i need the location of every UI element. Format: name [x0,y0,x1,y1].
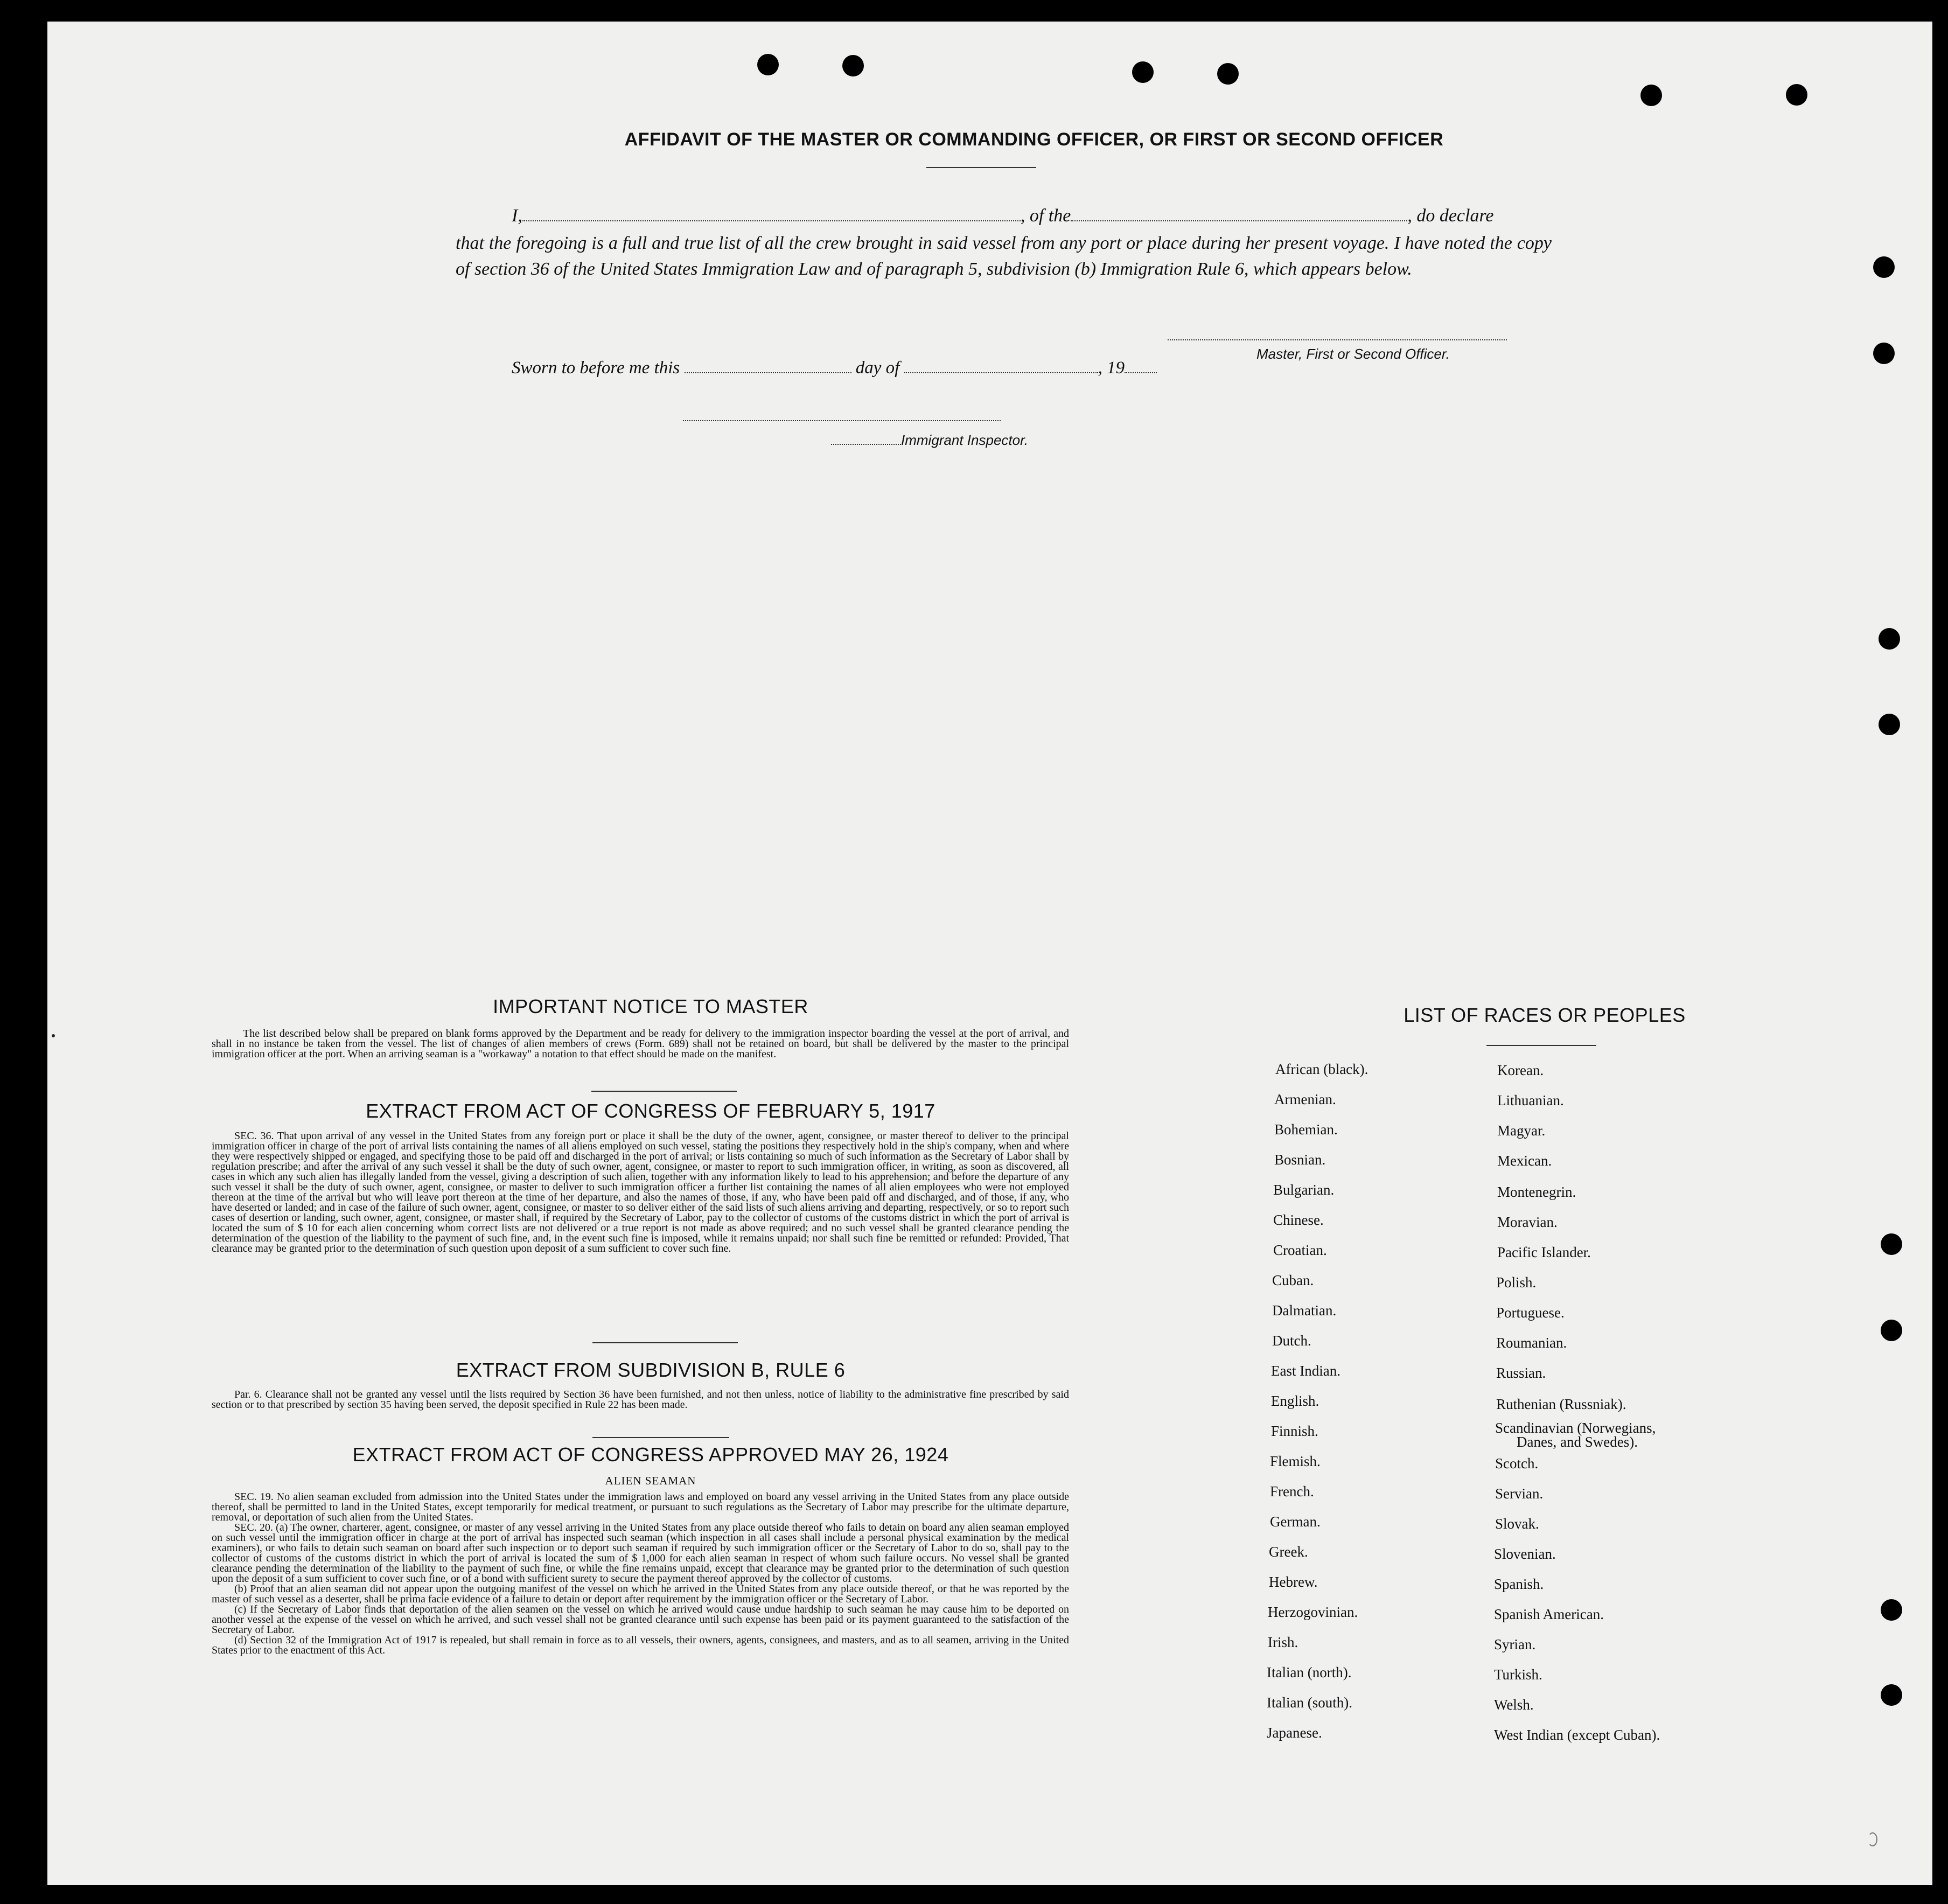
punch-hole [757,54,779,75]
race-item: Servian. [1495,1485,1544,1502]
race-item: Russian. [1496,1365,1546,1381]
divider [592,1342,738,1343]
vessel-name-field[interactable] [1071,220,1407,221]
race-item: Dalmatian. [1272,1302,1337,1319]
declare-suffix: , do declare [1407,206,1494,226]
sec20b-paragraph: (b) Proof that an alien seaman did not appear upon the outgoing manifest of the vessel on which he arrived in the United States from any place outside thereof, or that he was reported by the master of such vessel as a deserter, shall be prima facie evidence of a failure to detain or deport after requirement by the immigration officer or the Secretary of Labor. [212,1583,1069,1605]
race-item: Bohemian. [1274,1121,1338,1138]
master-signature-label: Master, First or Second Officer. [1256,346,1450,362]
divider [591,1091,737,1092]
declarant-name-field[interactable] [522,220,1021,221]
sworn-day-field[interactable] [685,372,851,373]
race-item: Magyar. [1497,1122,1546,1139]
race-item: Moravian. [1497,1214,1558,1230]
race-item: Polish. [1496,1274,1537,1291]
punch-hole [1640,85,1662,106]
race-item: Montenegrin. [1497,1184,1576,1200]
sworn-year-field[interactable] [1125,372,1157,373]
extract-1917-body: SEC. 36. That upon arrival of any vessel in the United States from any foreign port or place it shall be the duty of the owner, agent, consignee, or master thereof to deliver to the principal immigration officer in charge of the port of arrival lists containing the names of all aliens employed on such vessel, stating the positions they respectively hold in the ship's company, when and where they were respectively shipped or engaged, and specifying those to be paid off and discharged in the port of arrival; or lists containing so much of such information as the Secretary of Labor shall by regulation prescribe; and after the arrival of any such vessel it shall be the duty of such owner, agent, consignee, or master to report to such immigration officer, in writing, as soon as discovered, all cases in which any such alien has illegally landed from the vessel, giving a description of such alien, together with any information likely to lead to his apprehension; and before the departure of any such vessel it shall be the duty of such owner, agent, consignee, or master to deliver to such immigration officer a further list containing the names of all alien employees who were not employed thereon at the time of the arrival but who will leave port thereon at the time of her departure, and also the names of those, if any, who have been paid off and discharged, and of those, if any, who have deserted or landed; and in case of the failure of such owner, agent, consignee, or master to so deliver either of the said lists of such aliens arriving and departing, respectively, or so to report such cases of desertion or landing, such owner, agent, consignee, or master shall, if required by the Secretary of Labor, pay to the collector of customs of the customs district in which the port of arrival is located the sum of $ 10 for each alien concerning whom correct lists are not delivered or a true report is not made as above required; and no such vessel shall be granted clearance pending the determination of the question of the liability to the payment of such fine, and, in the event such fine is imposed, while it remains unpaid; nor shall such fine be remitted or refunded: Provided, That clearance may be granted prior to the determination of such question upon deposit of a sum sufficient to cover such fine. [212,1130,1069,1254]
extract-1924-title: EXTRACT FROM ACT OF CONGRESS APPROVED MAY 26, 1924 [352,1443,949,1466]
sec20a-paragraph: SEC. 20. (a) The owner, charterer, agent, consignee, or master of any vessel arriving in the United States from any place outside thereof who fails to detain on board any alien seaman employed on such vessel until the immigration officer in charge at the port of arrival has inspected such seaman (which inspection in all cases shall include a personal physical examination by the medical examiners), or who fails to detain such seaman on board after such inspection or to deport such seaman if required by such immigration officer or the Secretary of Labor to do so, shall pay to the collector of customs of the customs district in which the port of arrival is located the sum of $ 1,000 for each alien seaman in respect of whom such failure occurs. No vessel shall be granted clearance pending the determination of the liability to the payment of such fine, or while the fine remains unpaid, except that clearance may be granted prior to the determination of such question upon the deposit of a sum sufficient to cover such fine, or of a bond with sufficient surety to secure the payment thereof approved by the collector of customs. [212,1522,1069,1585]
race-item: Herzogovinian. [1268,1604,1358,1620]
rule6-body: Par. 6. Clearance shall not be granted any vessel until the lists required by Section 36 have been furnished, and not then unless, notice of liability to the administrative fine prescribed by said section or to that prescribed by section 35 having been served, the deposit specified in Rule 22 has been made. [212,1389,1069,1411]
vessel-prefix: , of the [1020,206,1071,226]
affidavit-body: that the foregoing is a full and true list of all the crew brought in said vessel from any port or place during her present voyage. I have noted the copy of section 36 of the United States Immigration Law and of paragraph 5, subdivision (b) Immigration Rule 6, which appears below. [456,233,1552,279]
sworn-year-label: , 19 [1098,358,1125,378]
master-signature-field[interactable] [1168,339,1507,340]
affidavit-title: AFFIDAVIT OF THE MASTER OR COMMANDING OFFICER, OR FIRST OR SECOND OFFICER [624,129,1444,150]
punch-hole [1881,1684,1902,1706]
punch-hole [1873,256,1895,278]
race-item: Scotch. [1495,1455,1539,1471]
sec19-paragraph: SEC. 19. No alien seaman excluded from admission into the United States under the immigration laws and employed on board any vessel arriving in the United States from any place outside thereof, shall be permitted to land in the United States, except temporarily for medical treatment, or pursuant to such regulations as the Secretary of Labor may prescribe for the ultimate departure, removal, or deportation of such alien from the United States. [212,1491,1069,1523]
race-item: Dutch. [1272,1333,1311,1349]
sec20d-paragraph: (d) Section 32 of the Immigration Act of 1917 is repealed, but shall remain in force as to all vessels, their owners, agents, consignees, and masters, and as to all seamen, arriving in the United States prior to the enactment of this Act. [212,1634,1069,1656]
race-item: Irish. [1268,1634,1298,1650]
race-item: Japanese. [1267,1725,1322,1741]
extract-1924-subtitle: ALIEN SEAMAN [605,1474,696,1487]
declarant-prefix: I, [512,206,522,226]
race-item: Chinese. [1273,1212,1324,1228]
race-item: Ruthenian (Russniak). [1496,1396,1626,1412]
race-item: African (black). [1275,1061,1369,1077]
race-item: Welsh. [1494,1697,1534,1713]
punch-hole [1881,1233,1902,1255]
extract-1924-body [212,1492,1069,1656]
ink-speck [52,1034,55,1037]
race-item: Bosnian. [1274,1152,1326,1168]
punch-hole [842,55,864,76]
race-item: English. [1271,1393,1319,1409]
race-item: Syrian. [1494,1636,1536,1652]
race-item: Italian (south). [1267,1694,1352,1711]
sworn-month-field[interactable] [904,372,1098,373]
race-item: French. [1270,1483,1314,1500]
inspector-signature-field[interactable] [683,420,1001,421]
notice-title: IMPORTANT NOTICE TO MASTER [493,995,808,1017]
race-item: Scandinavian (Norwegians, [1495,1420,1656,1436]
ink-speck [1868,1832,1877,1846]
race-item: Greek. [1269,1544,1308,1560]
race-item: Slovak. [1495,1516,1539,1532]
race-item: Mexican. [1497,1153,1552,1169]
sworn-prefix: Sworn to before me this [512,358,680,378]
race-item: Bulgarian. [1273,1182,1335,1198]
race-item: Spanish. [1494,1576,1544,1592]
race-item: Finnish. [1271,1423,1318,1439]
punch-hole [1879,714,1900,735]
punch-hole [1881,1599,1902,1621]
race-item: German. [1270,1514,1321,1530]
race-item: Danes, and Swedes). [1517,1434,1638,1450]
punch-hole [1132,61,1154,83]
notice-body: The list described below shall be prepared on blank forms approved by the Department and be ready for delivery to the immigration inspector boarding the vessel at the port of arrival, and shall in no instance be taken from the vessel. The list of changes of alien members of crews (Form. 689) shall not be retained on board, but shall be delivered by the master to the principal immigration officer at the port. When an arriving seaman is a "workaway" a notation to that effect should be made on the manifest. [212,1028,1069,1060]
race-item: Roumanian. [1496,1335,1567,1351]
punch-hole [1879,628,1900,650]
punch-hole [1786,84,1807,106]
race-item: Flemish. [1270,1453,1321,1469]
race-item: Korean. [1497,1062,1544,1078]
race-item: East Indian. [1271,1363,1340,1379]
race-item: Slovenian. [1494,1546,1556,1562]
race-item: Turkish. [1494,1666,1542,1683]
rule6-title: EXTRACT FROM SUBDIVISION B, RULE 6 [456,1359,846,1381]
races-title: LIST OF RACES OR PEOPLES [1404,1004,1686,1026]
sec20c-paragraph: (c) If the Secretary of Labor finds that deportation of the alien seamen on the vessel on which he arrived would cause undue hardship to such seaman he may cause him to be deported on another vessel at the expense of the vessel on which he arrived, and such vessel shall not be granted clearance until such expense has been paid or its payment guaranteed to the satisfaction of the Secretary of Labor. [212,1603,1069,1636]
race-item: Croatian. [1273,1242,1327,1258]
inspector-name-field[interactable] [831,444,901,445]
inspector-label-line [831,432,1028,449]
sworn-line [512,358,1157,378]
race-item: Italian (north). [1267,1664,1352,1680]
affidavit-title-underline [926,167,1036,168]
race-item: Spanish American. [1494,1606,1604,1622]
document-page [47,22,1932,1885]
race-item: West Indian (except Cuban). [1494,1727,1660,1743]
race-item: Portuguese. [1496,1305,1565,1321]
inspector-label: Immigrant Inspector. [901,432,1029,448]
race-item: Cuban. [1272,1272,1314,1288]
punch-hole [1217,63,1239,85]
punch-hole [1873,343,1895,364]
races-title-underline [1486,1045,1596,1046]
divider [592,1437,729,1438]
race-item: Armenian. [1274,1091,1336,1107]
race-item: Pacific Islander. [1497,1244,1591,1260]
race-item: Lithuanian. [1497,1092,1564,1108]
race-item: Hebrew. [1269,1574,1318,1590]
extract-1917-title: EXTRACT FROM ACT OF CONGRESS OF FEBRUARY 5, 1917 [366,1100,935,1122]
sworn-day-label: day of [855,358,900,378]
punch-hole [1881,1320,1902,1341]
affidavit-line1 [512,206,1551,226]
